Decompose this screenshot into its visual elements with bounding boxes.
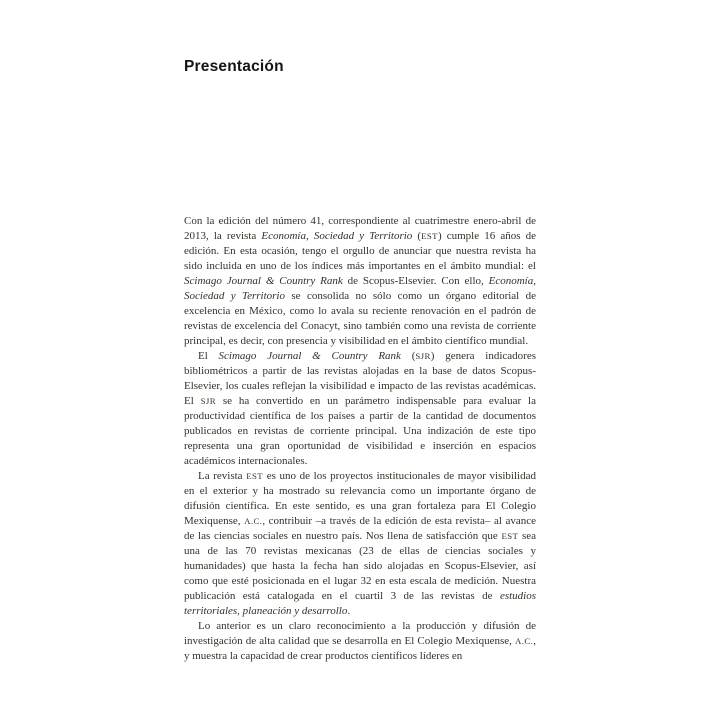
text-run: ) genera indicadores bibliométricos a partir de las revistas alojadas en la base de datos Scopus-Elsevier, los cuales reflejan la visibilidad e impacto de las revistas académicas. El [184,350,536,407]
text-run: es uno de los proyectos institucionales de mayor visibilidad en el exterior y ha mostrado su relevancia como un importante órgano de difusión científica. En este sentido, es una gran fortaleza para El Colegio Mexiquense, [184,470,536,527]
text-run: se ha convertido en un parámetro indispensable para evaluar la productividad científica de los países a partir de la cantidad de documentos publicados en revistas de corriente principal. Una indización de este tipo representa una gran oportunidad de visibilidad e inserción en espacios académicos internacionales. [184,395,536,467]
text-run: ) cumple 16 años de edición. En esta ocasión, tengo el orgullo de anunciar que nuestra revista ha sido incluida en uno de los índices más importantes en el ámbito mundial: el [184,230,537,272]
text-run-italic: Scimago Journal & Country Rank [218,350,401,362]
paragraph-3 [184,469,536,619]
text-run: ( [412,230,422,242]
text-run-italic: Scimago Journal & Country Rank [184,275,343,287]
text-run-smallcaps: EST [421,231,438,241]
text-run: , y muestra la capacidad de crear productos científicos líderes en [184,635,536,662]
text-run: Lo anterior es un claro reconocimiento a la producción y difusión de investigación de alta calidad que se desarrolla en El Colegio Mexiquense, [184,620,536,647]
text-run: , contribuir –a través de la edición de esta revista– al avance de las ciencias sociales en nuestro país. Nos llena de satisfacción que [184,515,537,542]
text-run: El [198,350,219,362]
text-run: sea una de las 70 revistas mexicanas (23 de ellas de ciencias sociales y humanidades) que hasta la fecha han sido alojadas en Scopus-Elsevier, así como que esté posicionada en el lugar 32 en esta escala de medición. Nuestra publicación está catalogada en el cuartil 3 de las revistas de [184,530,536,602]
text-run-italic: estudios territoriales, planeación y desarrollo [184,590,536,617]
text-run-smallcaps: EST [501,531,519,541]
text-run: se consolida no sólo como un órgano editorial de excelencia en México, como lo avala su reciente renovación en el padrón de revistas de excelencia del Conacyt, sino también como una revista de corriente principal, es decir, con presencia y visibilidad en el ámbito científico mundial. [184,290,536,347]
paragraph-2 [184,349,536,469]
text-run: ( [400,350,416,362]
page-title: Presentación [184,58,284,75]
paragraph-1 [184,214,536,349]
text-block [184,214,536,664]
text-run: de Scopus-Elsevier. Con ello, [342,275,489,287]
text-run-smallcaps: SJR [200,396,216,406]
text-run: Con la edición del número 41, correspondiente al cuatrimestre enero-abril de 2013, la revista [184,215,536,242]
paragraph-4 [184,619,536,664]
text-run-smallcaps: A.C. [244,516,263,526]
text-run: La revista [198,470,247,482]
text-run-italic: Economía, Sociedad y Territorio [261,230,413,242]
text-run: . [347,605,351,617]
text-run-smallcaps: A.C. [515,636,534,646]
text-run-smallcaps: EST [246,471,264,481]
text-run-italic: Economía, Sociedad y Territorio [184,275,536,302]
text-run-smallcaps: SJR [415,351,431,361]
